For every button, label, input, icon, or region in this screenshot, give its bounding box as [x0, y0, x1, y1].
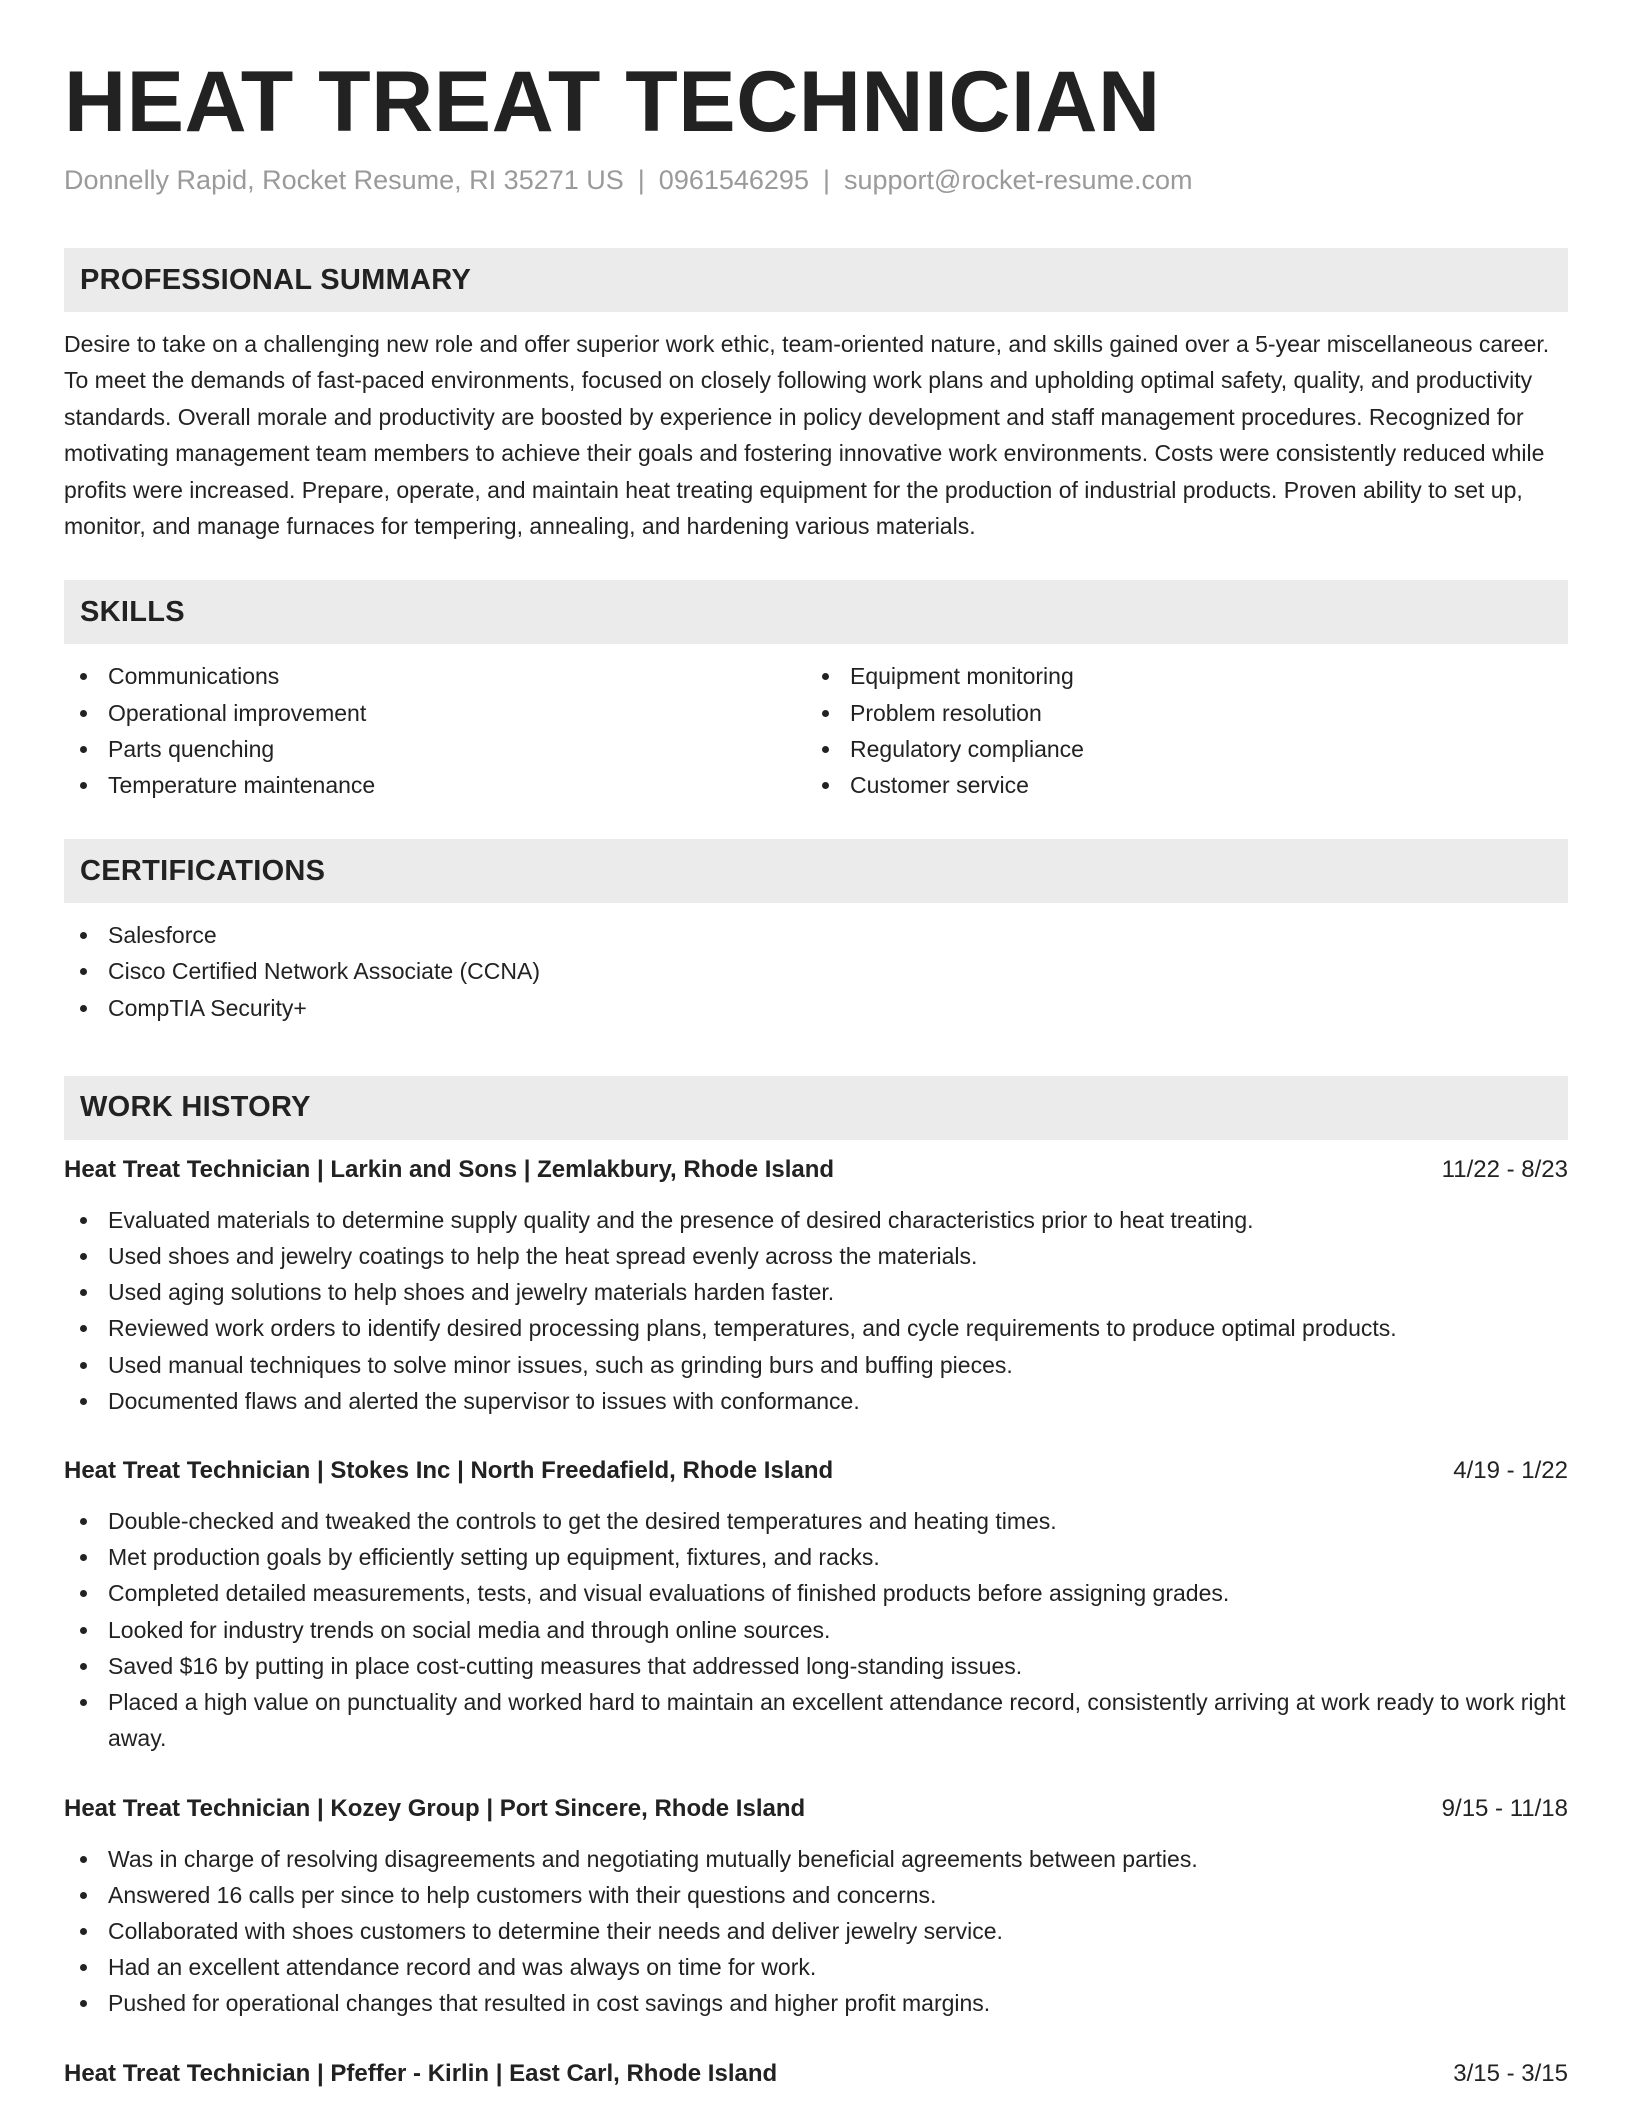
job-bullet: Answered 16 calls per since to help customers with their questions and concerns. [64, 1877, 1568, 1913]
job-bullet: Had an excellent attendance record and was always on time for work. [64, 1949, 1568, 1985]
job-header [64, 2056, 1568, 2092]
job-heading: Heat Treat Technician | Larkin and Sons | Zemlakbury, Rhode Island [64, 1155, 835, 1183]
skill-item: Regulatory compliance [806, 731, 1548, 767]
job-bullet: Collaborated with shoes customers to determine their needs and deliver jewelry service. [64, 1913, 1568, 1949]
contact-separator: | [637, 165, 645, 195]
job-entry [64, 1453, 1568, 1756]
job-bullet: Double-checked and tweaked the controls to get the desired temperatures and heating times. [64, 1503, 1568, 1539]
job-dates: 4/19 - 1/22 [1453, 1457, 1568, 1485]
job-bullet: Completed detailed measurements, tests, and visual evaluations of finished products before assigning grades. [64, 1575, 1568, 1611]
job-bullet: Met production goals by efficiently setting up equipment, fixtures, and racks. [64, 1539, 1568, 1575]
skill-item: Operational improvement [64, 695, 806, 731]
skill-item: Equipment monitoring [806, 658, 1548, 694]
job-bullet: Used manual techniques to solve minor issues, such as grinding burs and buffing pieces. [64, 1347, 1568, 1383]
job-bullet: Used aging solutions to help shoes and jewelry materials harden faster. [64, 1274, 1568, 1310]
section-header-work-history: WORK HISTORY [64, 1076, 1568, 1140]
job-dates: 3/15 - 3/15 [1453, 2059, 1568, 2087]
certification-item: Salesforce [64, 917, 1568, 953]
job-header [64, 1152, 1568, 1188]
job-heading: Heat Treat Technician | Kozey Group | Port Sincere, Rhode Island [64, 1794, 806, 1822]
contact-phone: 0961546295 [658, 165, 809, 195]
resume-title: HEAT TREAT TECHNICIAN [64, 54, 1161, 150]
contact-email: support@rocket-resume.com [843, 165, 1193, 195]
job-bullets [64, 1841, 1568, 2022]
contact-separator: | [822, 165, 830, 195]
job-heading: Heat Treat Technician | Stokes Inc | North Freedafield, Rhode Island [64, 1457, 834, 1485]
certification-item: CompTIA Security+ [64, 990, 1568, 1026]
section-header-certifications: CERTIFICATIONS [64, 839, 1568, 903]
skill-item: Temperature maintenance [64, 767, 806, 803]
job-entry [64, 2056, 1568, 2092]
section-header-summary: PROFESSIONAL SUMMARY [64, 248, 1568, 312]
contact-address: Donnelly Rapid, Rocket Resume, RI 35271 US [64, 165, 624, 195]
job-entry [64, 1791, 1568, 2022]
summary-text: Desire to take on a challenging new role and offer superior work ethic, team-oriented nature, and skills gained over a 5-year miscellaneous career. To meet the demands of fast-paced environments, focused on closely following work plans and upholding optimal safety, quality, and productivity standards. Overall morale and productivity are boosted by experience in policy development and staff management procedures. Recognized for motivating management team members to achieve their goals and fostering innovative work environments. Costs were consistently reduced while profits were increased. Prepare, operate, and maintain heat treating equipment for the production of industrial products. Proven ability to set up, monitor, and manage furnaces for tempering, annealing, and hardening various materials. [64, 331, 1550, 540]
job-dates: 9/15 - 11/18 [1441, 1794, 1568, 1822]
job-bullet: Used shoes and jewelry coatings to help the heat spread evenly across the materials. [64, 1238, 1568, 1274]
job-dates: 11/22 - 8/23 [1441, 1155, 1568, 1183]
job-bullet: Reviewed work orders to identify desired processing plans, temperatures, and cycle requirements to produce optimal products. [64, 1310, 1568, 1346]
certification-item: Cisco Certified Network Associate (CCNA) [64, 953, 1568, 989]
job-bullet: Looked for industry trends on social media and through online sources. [64, 1612, 1568, 1648]
job-header [64, 1791, 1568, 1827]
certifications-list [64, 917, 1568, 1026]
contact-line [64, 162, 1568, 198]
job-bullet: Documented flaws and alerted the supervisor to issues with conformance. [64, 1383, 1568, 1419]
job-header [64, 1453, 1568, 1489]
job-bullet: Placed a high value on punctuality and worked hard to maintain an excellent attendance record, consistently arriving at work ready to work right away. [64, 1684, 1568, 1756]
skills-column-left [64, 658, 806, 803]
skills-list [64, 658, 1568, 803]
skill-item: Parts quenching [64, 731, 806, 767]
skill-item: Communications [64, 658, 806, 694]
job-entry [64, 1152, 1568, 1419]
job-heading: Heat Treat Technician | Pfeffer - Kirlin | East Carl, Rhode Island [64, 2059, 778, 2087]
job-bullets [64, 1202, 1568, 1419]
job-bullet: Saved $16 by putting in place cost-cutting measures that addressed long-standing issues. [64, 1648, 1568, 1684]
skill-item: Problem resolution [806, 695, 1548, 731]
job-bullet: Was in charge of resolving disagreements and negotiating mutually beneficial agreements between parties. [64, 1841, 1568, 1877]
skills-column-right [806, 658, 1548, 803]
resume-page [64, 52, 1568, 2092]
job-bullet: Evaluated materials to determine supply quality and the presence of desired characteristics prior to heat treating. [64, 1202, 1568, 1238]
section-header-skills: SKILLS [64, 580, 1568, 644]
job-bullet: Pushed for operational changes that resulted in cost savings and higher profit margins. [64, 1985, 1568, 2021]
job-bullets [64, 1503, 1568, 1756]
skill-item: Customer service [806, 767, 1548, 803]
